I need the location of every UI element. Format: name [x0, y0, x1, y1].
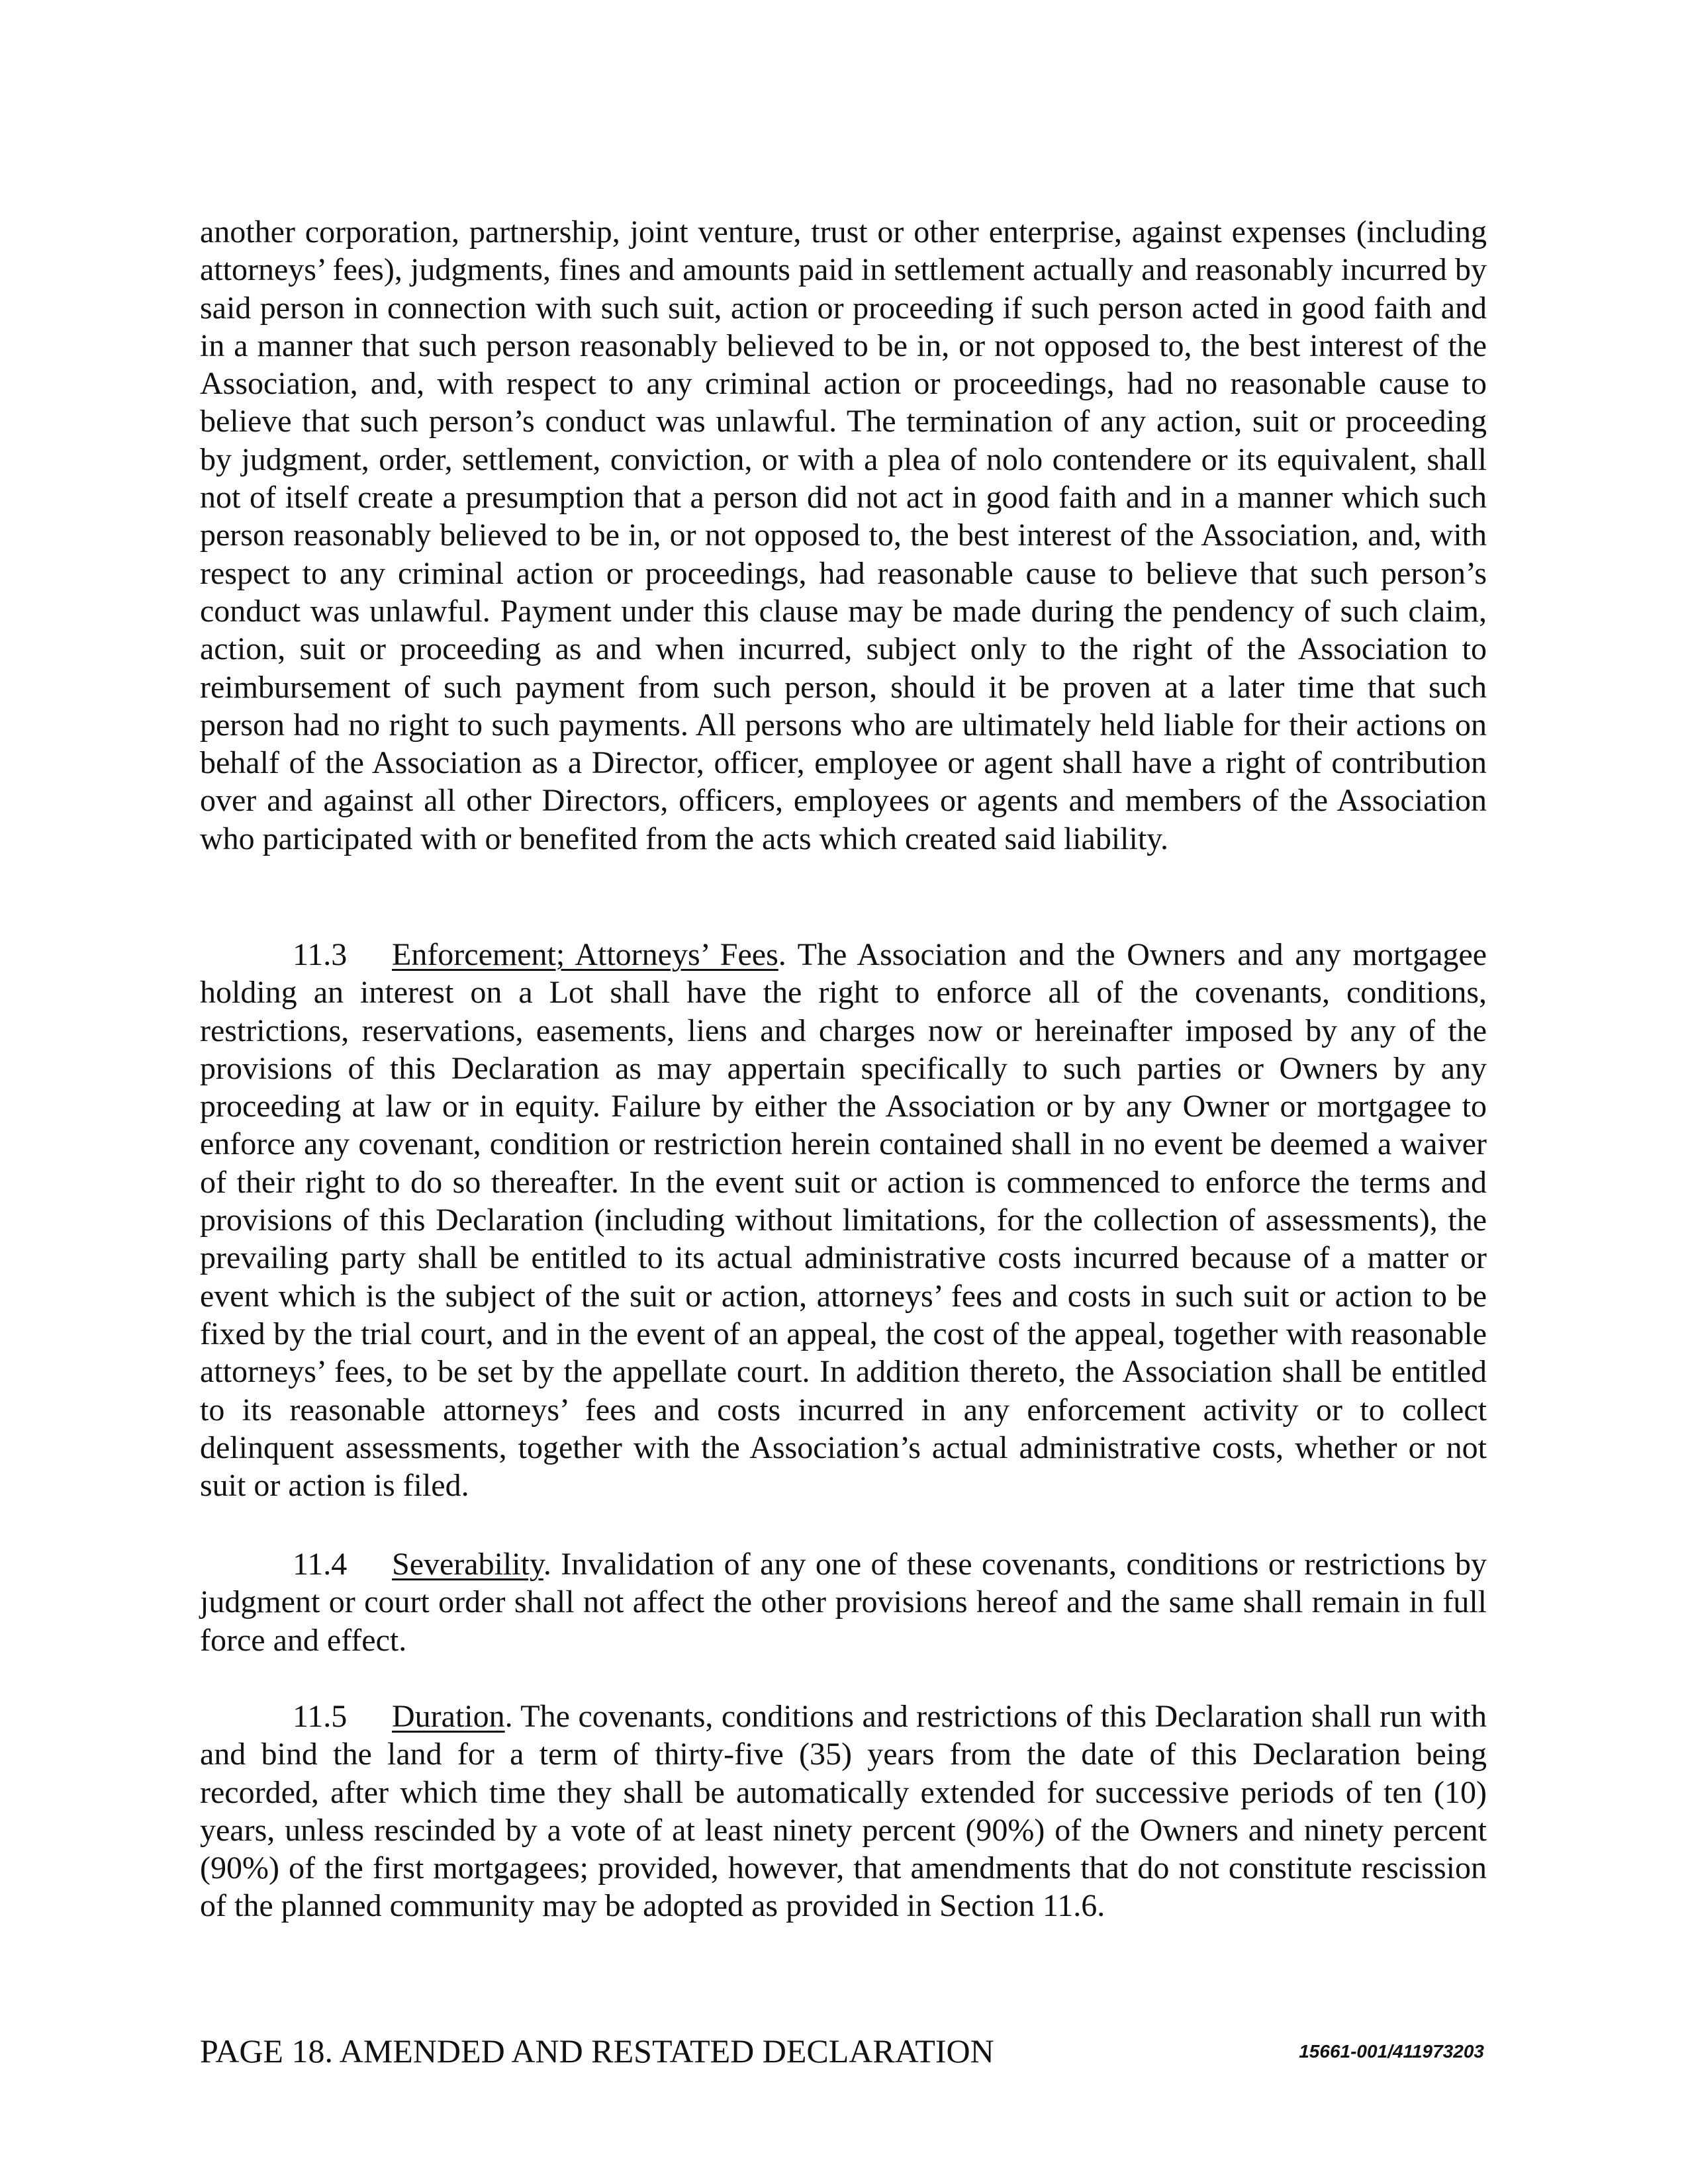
section-heading: Severability — [392, 1547, 543, 1582]
document-id: 15661-001/411973203 — [1299, 2041, 1484, 2062]
section-number: 11.5 — [293, 1699, 348, 1734]
section-body: . The covenants, conditions and restrictions of this Declaration shall run with and bind the land for a term of thirty-five (35) years from the date of this Declaration being recorded, after which time they shall be automatically extended for successive periods of ten (10) years, unless rescinded by a vote of at least ninety percent (90%) of the Owners and ninety percent (90%) of the first mortgagees; provided, however, that amendments that do not constitute rescission of the planned community may be adopted as provided in Section 11.6. — [200, 1699, 1487, 1924]
section-body: . Invalidation of any one of these covenants, conditions or restrictions by judgment or court order shall not affect the other provisions hereof and the same shall remain in full force and effect. — [200, 1547, 1487, 1658]
continued-paragraph: another corporation, partnership, joint venture, trust or other enterprise, against expenses (including attorneys’ fees), judgments, fines and amounts paid in settlement actually and reasonably incurred by said person in connection with such suit, action or proceeding if such person acted in good faith and in a manner that such person reasonably believed to be in, or not opposed to, the best interest of the Association, and, with respect to any criminal action or proceedings, had no reasonable cause to believe that such person’s conduct was unlawful. The termination of any action, suit or proceeding by judgment, order, settlement, conviction, or with a plea of nolo contendere or its equivalent, shall not of itself create a presumption that a person did not act in good faith and in a manner which such person reasonably believed to be in, or not opposed to, the best interest of the Association, and, with respect to any criminal action or proceedings, had reasonable cause to believe that such person’s conduct was unlawful. Payment under this clause may be made during the pendency of such claim, action, suit or proceeding as and when incurred, subject only to the right of the Association to reimbursement of such payment from such person, should it be proven at a later time that such person had no right to such payments. All persons who are ultimately held liable for their actions on behalf of the Association as a Director, officer, employee or agent shall have a right of contribution over and against all other Directors, officers, employees or agents and members of the Association who participated with or benefited from the acts which created said liability. — [200, 214, 1487, 856]
section-11-5 — [200, 1698, 1487, 1925]
page-footer — [200, 2032, 1487, 2074]
section-heading: Duration — [392, 1699, 505, 1734]
section-body: . The Association and the Owners and any mortgagee holding an interest on a Lot shall have the right to enforce all of the covenants, conditions, restrictions, reservations, easements, liens and charges now or hereinafter imposed by any of the provisions of this Declaration as may appertain specifically to such parties or Owners by any proceeding at law or in equity. Failure by either the Association or by any Owner or mortgagee to enforce any covenant, condition or restriction herein contained shall in no event be deemed a waiver of their right to do so thereafter. In the event suit or action is commenced to enforce the terms and provisions of this Declaration (including without limitations, for the collection of assessments), the prevailing party shall be entitled to its actual administrative costs incurred because of a matter or event which is the subject of the suit or action, attorneys’ fees and costs in such suit or action to be fixed by the trial court, and in the event of an appeal, the cost of the appeal, together with reasonable attorneys’ fees, to be set by the appellate court. In addition thereto, the Association shall be entitled to its reasonable attorneys’ fees and costs incurred in any enforcement activity or to collect delinquent assessments, together with the Association’s actual administrative costs, whether or not suit or action is filed. — [200, 937, 1487, 1504]
section-heading: Enforcement; Attorneys’ Fees — [392, 937, 778, 972]
section-number: 11.3 — [293, 937, 348, 972]
section-number: 11.4 — [293, 1547, 348, 1582]
section-11-3 — [200, 936, 1487, 1504]
section-11-4 — [200, 1545, 1487, 1659]
footer-title: PAGE 18. AMENDED AND RESTATED DECLARATION — [200, 2032, 994, 2070]
